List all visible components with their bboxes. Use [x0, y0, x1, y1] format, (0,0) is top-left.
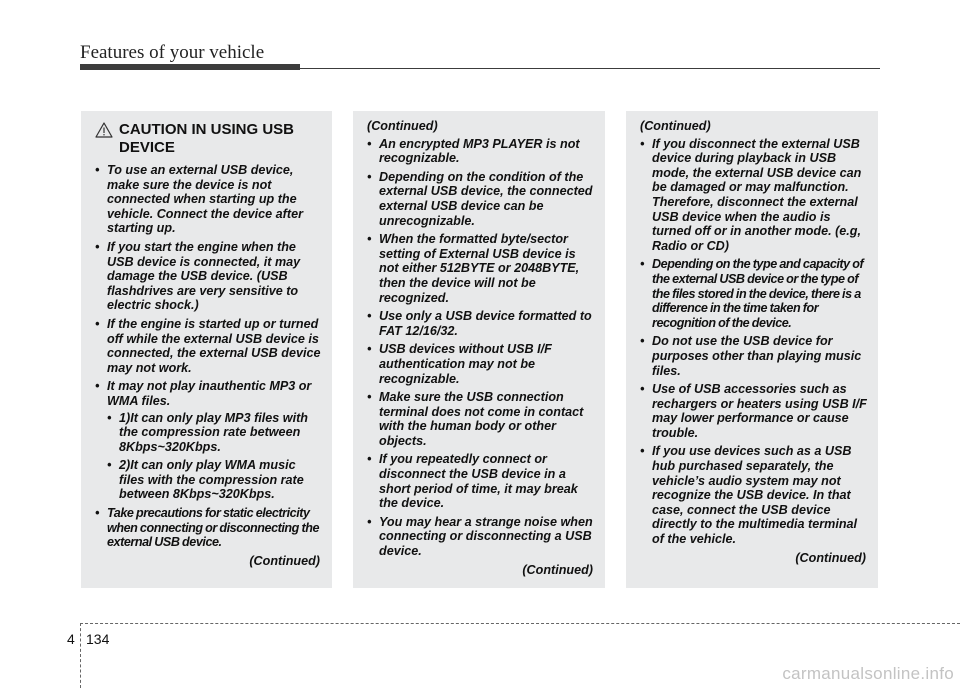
- list-item: [95, 379, 324, 502]
- caution-list-3: [640, 137, 870, 547]
- footer-rule: [80, 623, 960, 624]
- list-item: • If you start the engine when the USB device is connected, it may damage the USB device. (USB flashdrives are very sensitive to electric shock.): [95, 240, 324, 313]
- list-item: • If you repeatedly connect or disconnect the USB device in a short period of time, it may break the device.: [367, 452, 597, 510]
- list-item: • When the formatted byte/sector setting of External USB device is not either 512BYTE or 2048BYTE, then the device will not be recognized.: [367, 232, 597, 305]
- list-item: • Take precautions for static electricity when connecting or disconnecting the external USB device.: [95, 506, 324, 550]
- caution-column-1: [81, 111, 332, 588]
- chapter-number: 4: [67, 631, 75, 647]
- continued-label-top: (Continued): [640, 119, 711, 133]
- list-item: • If the engine is started up or turned off while the external USB device is connected, the external USB device may not work.: [95, 317, 324, 375]
- list-item: • USB devices without USB I/F authentication may not be recognizable.: [367, 342, 597, 386]
- page-header-title: Features of your vehicle: [80, 42, 265, 63]
- sub-list-item: • 1)It can only play MP3 files with the compression rate between 8Kbps~320Kbps.: [107, 411, 324, 455]
- list-item: • Use of USB accessories such as rechargers or heaters using USB I/F may lower performance or cause trouble.: [640, 382, 870, 440]
- page-number: 134: [86, 631, 110, 647]
- list-item: • To use an external USB device, make sure the device is not connected when starting up the vehicle. Connect the device after starting up.: [95, 163, 324, 236]
- continued-label: (Continued): [522, 562, 593, 577]
- list-item: • Use only a USB device formatted to FAT 12/16/32.: [367, 309, 597, 338]
- caution-list-1: [95, 163, 324, 550]
- caution-title: CAUTION IN USING USB DEVICE: [119, 121, 295, 156]
- list-item: • Depending on the type and capacity of the external USB device or the type of the files stored in the device, there is a difference in the time taken for recognition of the device.: [640, 257, 870, 330]
- continued-label: (Continued): [249, 553, 320, 568]
- caution-list-2: [367, 137, 597, 559]
- caution-column-3: [626, 111, 878, 588]
- list-item: • If you use devices such as a USB hub purchased separately, the vehicle’s audio system may not recognize the USB device. In that case, connect the USB device directly to the multimedia terminal of the vehicle.: [640, 444, 870, 546]
- continued-label-top: (Continued): [367, 119, 438, 133]
- caution-column-2: [353, 111, 605, 588]
- sub-list: [107, 411, 324, 503]
- list-item: • Do not use the USB device for purposes other than playing music files.: [640, 334, 870, 378]
- list-item: • You may hear a strange noise when connecting or disconnecting a USB device.: [367, 515, 597, 559]
- list-item: • Depending on the condition of the external USB device, the connected external USB device can be unrecognizable.: [367, 170, 597, 228]
- watermark-text: carmanualsonline.info: [782, 664, 954, 683]
- warning-triangle-icon: [95, 122, 113, 138]
- sub-list-item: • 2)It can only play WMA music files with the compression rate between 8Kbps~320Kbps.: [107, 458, 324, 502]
- caution-heading: [95, 121, 324, 157]
- list-item: • Make sure the USB connection terminal does not come in contact with the human body or other objects.: [367, 390, 597, 448]
- footer-vertical-rule: [80, 623, 81, 688]
- list-item: • An encrypted MP3 PLAYER is not recognizable.: [367, 137, 597, 166]
- list-item-text: It may not play inauthentic MP3 or WMA files.: [107, 379, 312, 408]
- header-rule-thin: [300, 68, 880, 69]
- list-item: • If you disconnect the external USB device during playback in USB mode, the external USB device can be damaged or may malfunction. Therefore, disconnect the external USB device when the audio is turned off or in another mode. (e.g, Radio or CD): [640, 137, 870, 254]
- continued-label: (Continued): [795, 550, 866, 565]
- header-rule-thick: [80, 64, 300, 70]
